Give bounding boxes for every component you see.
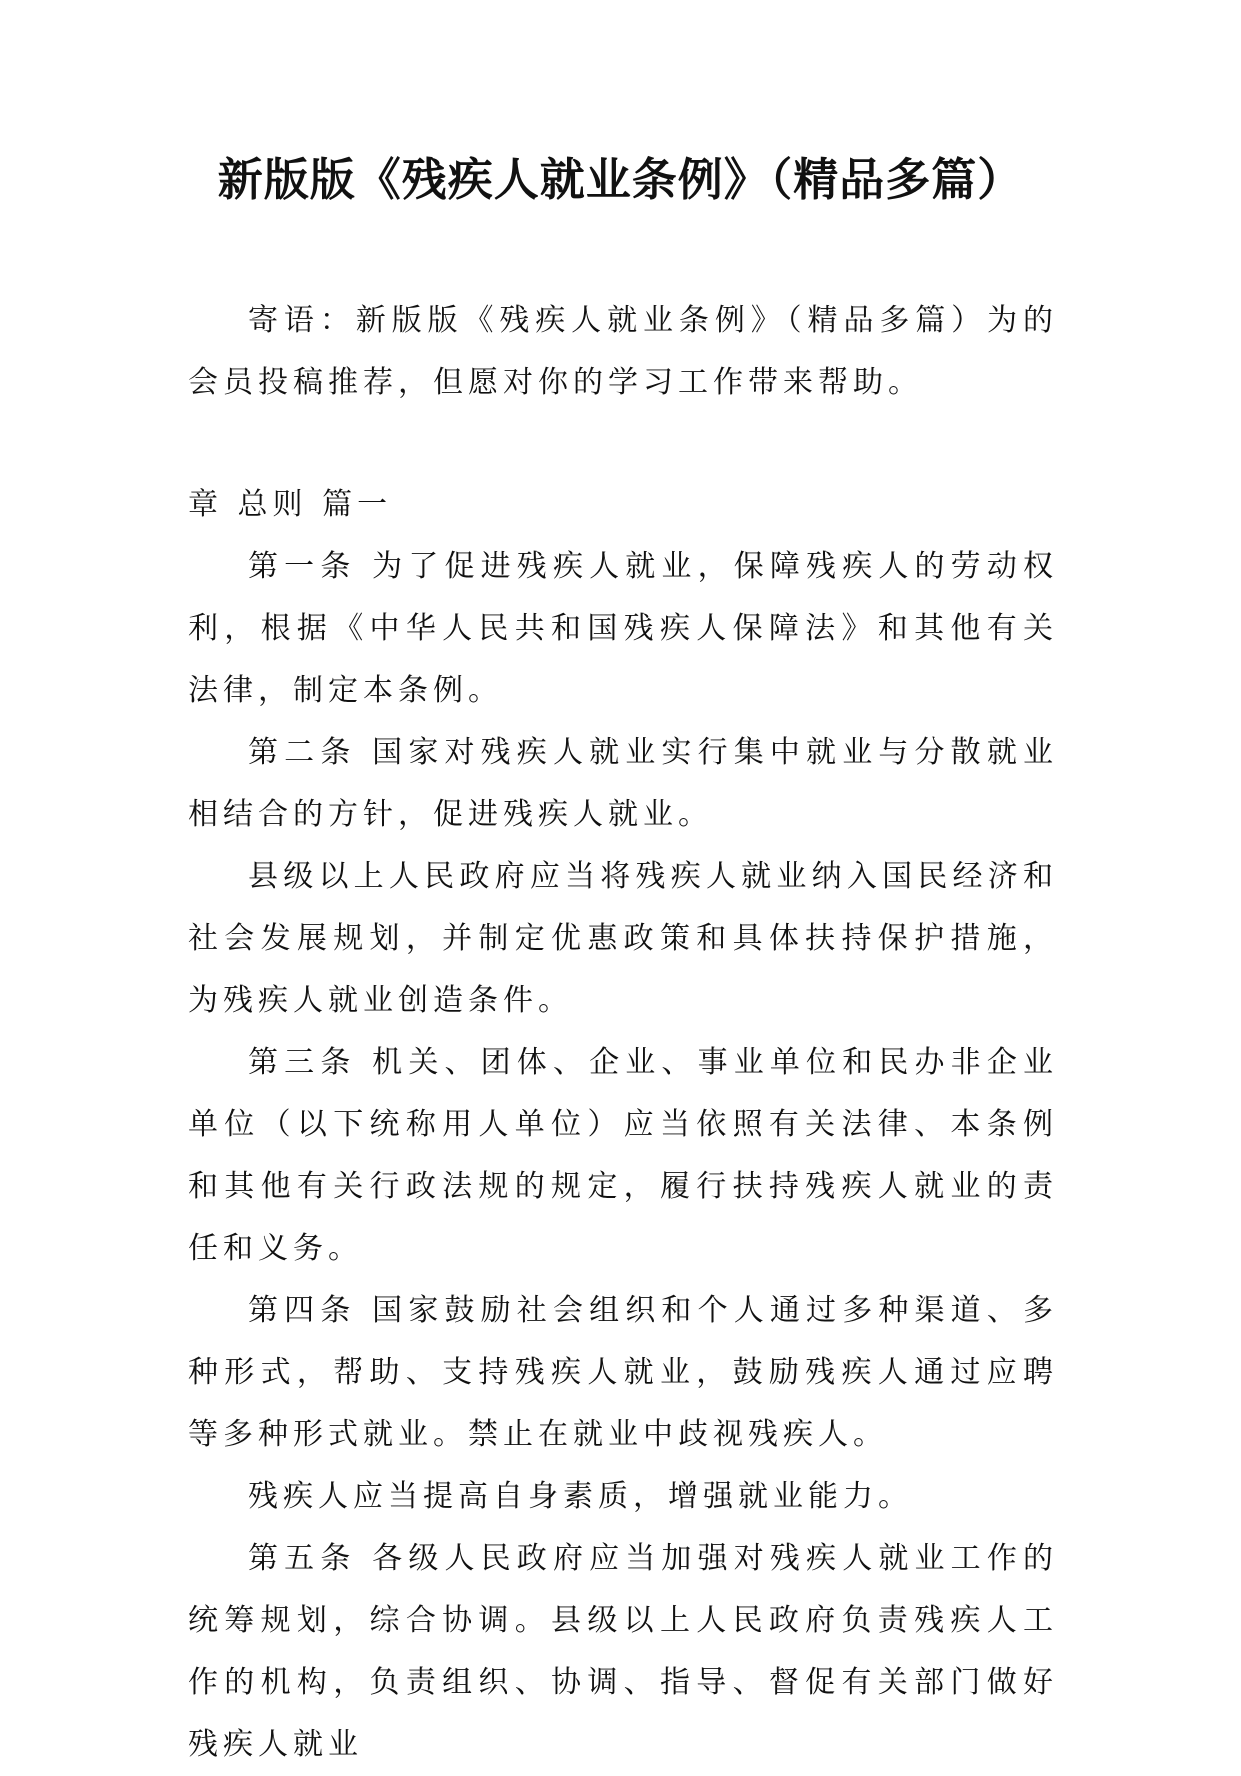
article-paragraph: 第五条 各级人民政府应当加强对残疾人就业工作的统筹规划，综合协调。县级以上人民政府负责残疾人工作的机构，负责组织、协调、指导、督促有关部门做好残疾人就业 [188, 1541, 1058, 1762]
document-title: 新版版《残疾人就业条例》（精品多篇） [217, 153, 1024, 206]
article-paragraph: 第二条 国家对残疾人就业实行集中就业与分散就业相结合的方针，促进残疾人就业。 [188, 735, 1058, 832]
article-paragraph: 第一条 为了促进残疾人就业，保障残疾人的劳动权利，根据《中华人民共和国残疾人保障法》和其他有关法律，制定本条例。 [188, 549, 1058, 708]
intro-paragraph: 寄语：新版版《残疾人就业条例》（精品多篇）为的会员投稿推荐，但愿对你的学习工作带来帮助。 [188, 303, 1058, 400]
article-paragraph: 第三条 机关、团体、企业、事业单位和民办非企业单位（以下统称用人单位）应当依照有关法律、本条例和其他有关行政法规的规定，履行扶持残疾人就业的责任和义务。 [188, 1045, 1058, 1266]
article-paragraph: 第四条 国家鼓励社会组织和个人通过多种渠道、多种形式，帮助、支持残疾人就业，鼓励残疾人通过应聘等多种形式就业。禁止在就业中歧视残疾人。 [188, 1293, 1058, 1452]
document-body [188, 290, 1058, 1776]
section-spacer [188, 414, 1058, 474]
article-paragraph: 残疾人应当提高自身素质，增强就业能力。 [248, 1479, 913, 1514]
chapter-heading: 章 总则 篇一 [188, 487, 393, 522]
article-paragraph: 县级以上人民政府应当将残疾人就业纳入国民经济和社会发展规划，并制定优惠政策和具体扶持保护措施，为残疾人就业创造条件。 [188, 859, 1058, 1018]
